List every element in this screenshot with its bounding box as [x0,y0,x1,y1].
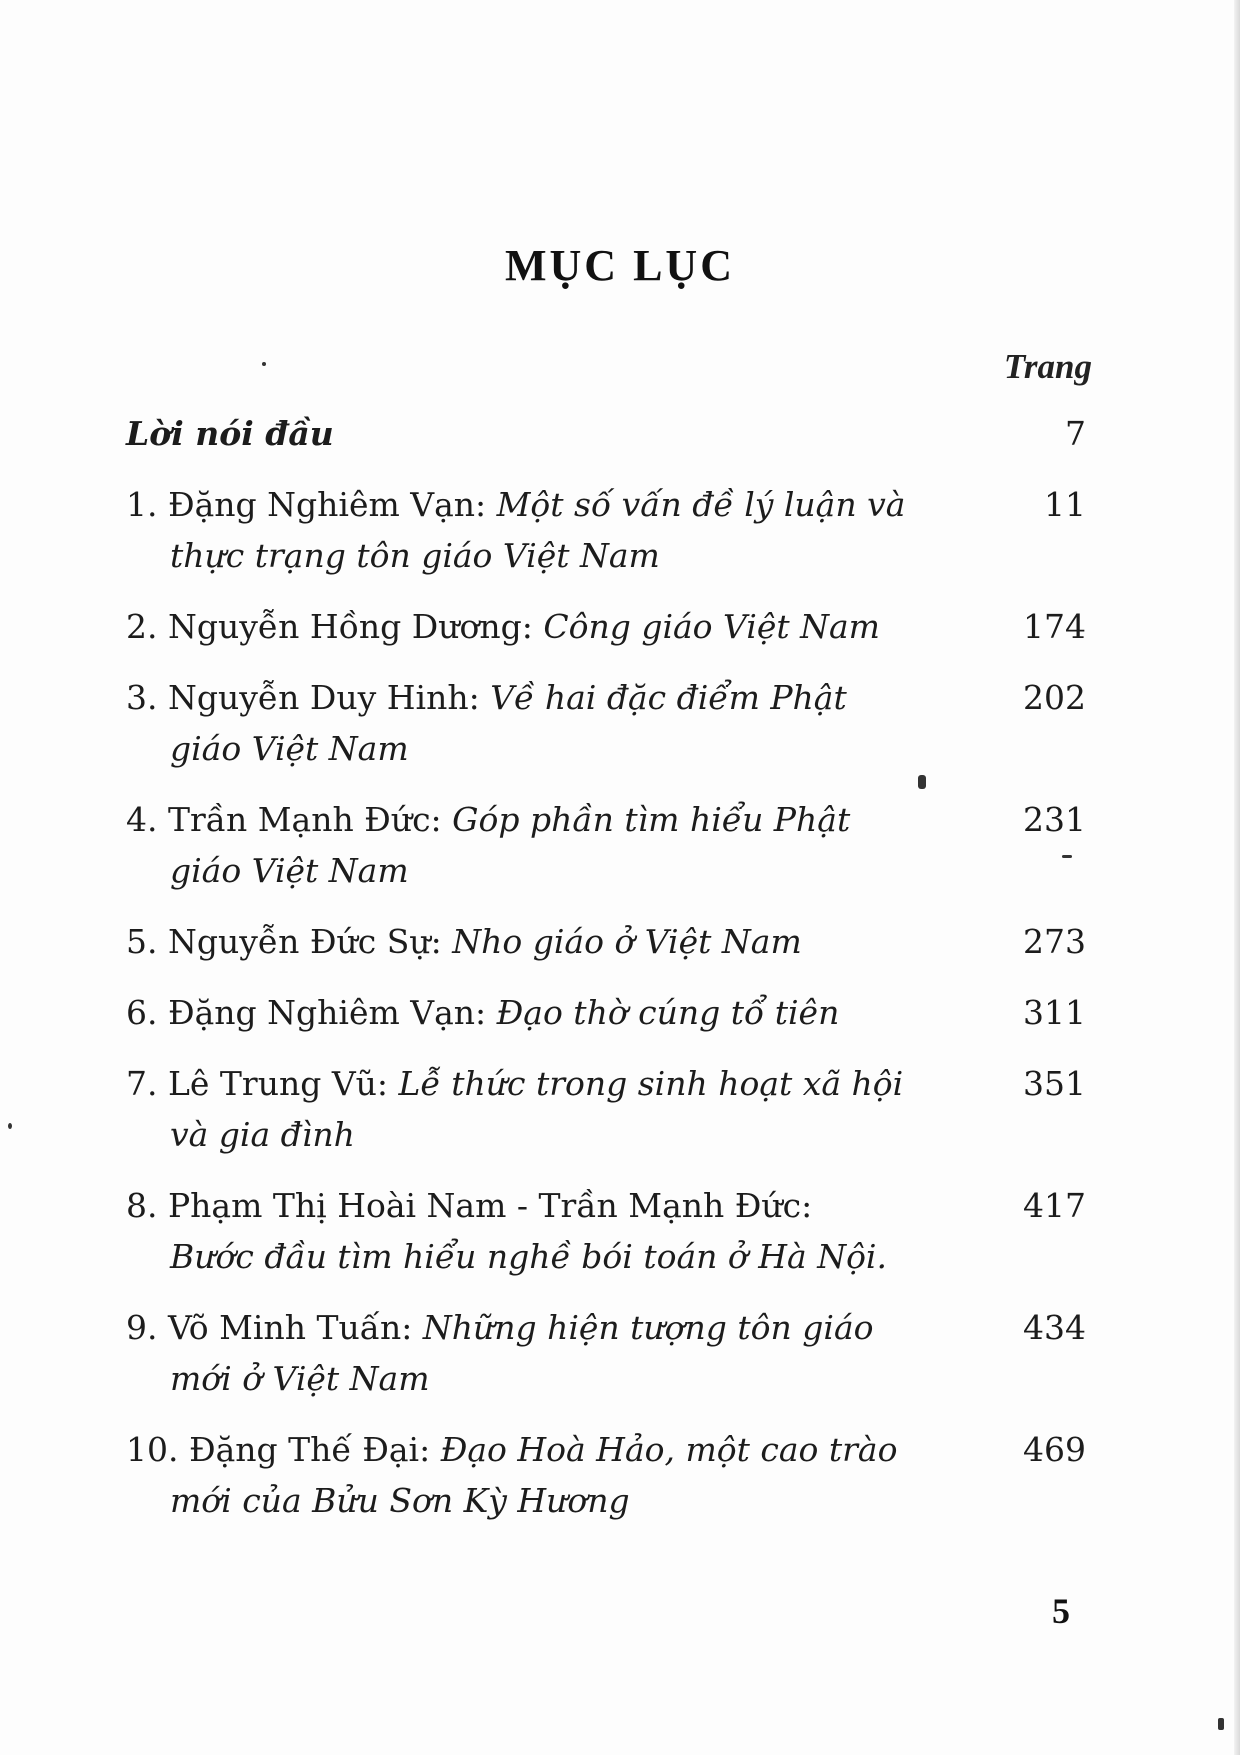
toc-entry [126,916,1086,967]
toc-entry-text [126,1302,976,1404]
toc-entry-text [126,1180,976,1282]
toc-entry-text [126,794,976,896]
scan-speck [918,775,926,789]
toc-entry [126,1302,1086,1404]
toc-entry-page: 11 [1044,485,1086,524]
toc-entry-page: 311 [1023,993,1086,1032]
toc-entry-page: 202 [1023,678,1086,717]
toc-entry-page: 273 [1023,922,1086,961]
toc-entry-author: 9. Võ Minh Tuấn: [126,1308,423,1347]
toc-entry-author: 3. Nguyễn Duy Hinh: [126,678,491,717]
page-title: MỤC LỤC [505,241,735,290]
toc-entry-text [126,1424,976,1526]
page-number: 5 [1052,1591,1070,1631]
toc-entry-page: 231 [1023,800,1086,839]
toc-entry-text [126,916,976,967]
toc-entry-text [126,987,976,1038]
toc-entry-title: Đạo Hoà Hảo, một cao trào [440,1430,898,1469]
toc-entry-title: Lễ thức trong sinh hoạt xã hội [398,1064,904,1103]
toc-entry-title: Góp phần tìm hiểu Phật [452,800,851,839]
toc-entry-text [126,1058,976,1160]
toc-entry-title: Công giáo Việt Nam [543,607,880,646]
toc-entry [126,601,1086,652]
toc-entry [126,408,1086,459]
toc-entry-author: 4. Trần Mạnh Đức: [126,800,453,839]
toc-entry-author: 8. Phạm Thị Hoài Nam - Trần Mạnh Đức: [126,1186,813,1225]
toc-entry-title-cont: mới ở Việt Nam [170,1359,430,1398]
toc-entry-text [126,479,976,581]
scan-speck [1062,855,1072,858]
toc-entry-text [126,601,976,652]
toc-entry [126,794,1086,896]
toc-entry [126,672,1086,774]
toc-entry-page: 174 [1023,607,1086,646]
toc-entry-title: Một số vấn đề lý luận và [496,485,906,524]
toc-entry-title: Về hai đặc điểm Phật [490,678,847,717]
toc-entry-title: Những hiện tượng tôn giáo [422,1308,874,1347]
toc-entry-author: 6. Đặng Nghiêm Vạn: [126,993,497,1032]
toc-entry-title: Nho giáo ở Việt Nam [452,922,802,961]
toc-entry-page: 469 [1023,1430,1086,1469]
toc-entry-author: 7. Lê Trung Vũ: [126,1064,399,1103]
scan-speck [8,1123,12,1129]
toc-entry [126,1424,1086,1526]
toc-entry-title-cont: giáo Việt Nam [170,729,409,768]
toc-entry-title-cont: giáo Việt Nam [170,851,409,890]
page-column-header: Trang [1003,347,1092,386]
toc-entry-page: 351 [1023,1064,1086,1103]
toc-entry-title: Lời nói đầu [126,414,334,453]
toc-entry-page: 7 [1065,414,1086,453]
toc-entry [126,1058,1086,1160]
toc-entry-text [126,672,976,774]
toc-entry-title-cont: Bước đầu tìm hiểu nghề bói toán ở Hà Nội. [170,1237,887,1276]
toc-entry-author: 5. Nguyễn Đức Sự: [126,922,453,961]
toc-entry-title: Đạo thờ cúng tổ tiên [496,993,840,1032]
toc-entry-title-cont: thực trạng tôn giáo Việt Nam [170,536,660,575]
toc-entry-author: 1. Đặng Nghiêm Vạn: [126,485,497,524]
scan-speck [1218,1718,1224,1730]
toc-entry-page: 417 [1023,1186,1086,1225]
toc-entry [126,987,1086,1038]
toc-entry-page: 434 [1023,1308,1086,1347]
toc-entry-author: 10. Đặng Thế Đại: [126,1430,441,1469]
toc-entry-author: 2. Nguyễn Hồng Dương: [126,607,544,646]
toc-entry [126,479,1086,581]
scan-speck [262,362,266,366]
toc-entry-title-cont: và gia đình [170,1115,355,1154]
table-of-contents [126,408,1086,1546]
toc-entry-title-cont: mới của Bửu Sơn Kỳ Hương [170,1481,630,1520]
toc-entry [126,1180,1086,1282]
